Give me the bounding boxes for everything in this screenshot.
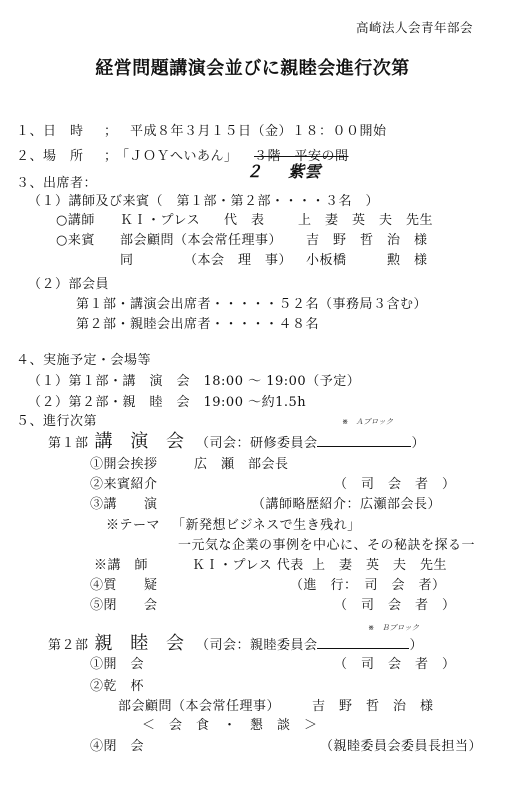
part1-mc-blank: [317, 434, 411, 447]
document-title: 経営問題講演会並びに親睦会進行次第: [95, 58, 410, 79]
part2-heading: [48, 633, 423, 654]
p2-item2-label: ②乾 杯: [90, 679, 145, 694]
guest-position: 部会顧問（本会常任理事）: [120, 233, 283, 248]
schedule-part2: （２）第２部・親 睦 会 19:00 ～約1.5h: [28, 395, 307, 410]
p1-item2-label: ②来賓紹介: [90, 477, 158, 492]
part1-title: 講 演 会: [94, 431, 190, 452]
attendees-label: ３、出席者：: [16, 176, 98, 191]
p1-item5-person: （ 司 会 者 ）: [334, 598, 456, 613]
venue-room-struck: ３階 平安の間: [254, 149, 349, 164]
part2-mc-close: ）: [409, 638, 423, 653]
members-header: （２）部会員: [28, 277, 110, 292]
p2-item1-person: （ 司 会 者 ）: [334, 657, 456, 672]
handwritten-note-b: ※ Ｂブロック: [368, 623, 420, 632]
theme-label: ※テーマ: [106, 518, 161, 533]
p1-item1-label: ①開会挨拶: [90, 457, 158, 472]
part2-prefix: 第２部: [48, 638, 89, 653]
date-value: 平成８年３月１５日（金）１８：００開始: [130, 124, 387, 139]
part1-mc-close: ）: [411, 436, 425, 451]
guest2-name: 小板橋 勲 様: [306, 253, 428, 268]
place-label: ２、場 所: [16, 149, 84, 164]
guest-name: 吉 野 哲 治 様: [306, 233, 428, 248]
toast-person-position: 部会顧問（本会常任理事）: [118, 699, 281, 714]
handwritten-note-a: ※ Ａブロック: [342, 417, 394, 426]
lecturer-name: 上 妻 英 夫 先生: [298, 213, 434, 228]
p2-item4-person: （親睦委員会委員長担当）: [320, 739, 483, 754]
part2-mc: （司会：親睦委員会: [195, 638, 318, 653]
date-label: １、日 時: [16, 124, 84, 139]
place-sep: ；: [104, 149, 118, 164]
lecturer-role: ○講師: [56, 213, 95, 228]
toast-person-name: 吉 野 哲 治 様: [312, 699, 434, 714]
lecturer-title: 代 表: [224, 213, 265, 228]
p1-item3-note: （講師略歴紹介：広瀬部会長）: [252, 497, 442, 512]
date-sep: ；: [104, 124, 118, 139]
theme-title: 「新発想ビジネスで生き残れ」: [172, 518, 361, 533]
organization-name: 高崎法人会青年部会: [355, 20, 473, 35]
part1-prefix: 第１部: [48, 436, 89, 451]
p1-item5-label: ⑤閉 会: [90, 598, 158, 613]
handwritten-floor: ２: [246, 162, 263, 181]
p1-item4-person: （進 行： 司 会 者）: [290, 578, 446, 593]
guest2-position: （本会 理 事）: [184, 253, 293, 268]
lecturer-label: ※講 師: [94, 558, 149, 573]
members-part1-count: 第１部・講演会出席者・・・・・５２名（事務局３含む）: [76, 297, 428, 312]
guest-role: ○来賓: [56, 233, 95, 248]
venue-name: 「ＪＯＹへいあん」: [116, 149, 238, 164]
p2-item1-label: ①開 会: [90, 657, 145, 672]
program-label: ５、進行次第: [16, 414, 98, 429]
p2-item4-label: ④閉 会: [90, 739, 145, 754]
p1-item1-person: 広 瀬 部会長: [194, 457, 289, 472]
dinner-banner: ＜ 会 食 ・ 懇 談 ＞: [142, 718, 318, 733]
guests-header: （１）講師及び来賓（ 第１部・第２部・・・・３名 ）: [28, 194, 380, 209]
p1-item2-person: （ 司 会 者 ）: [334, 477, 456, 492]
schedule-part1: （１）第１部・講 演 会 18:00 ～ 19:00（予定）: [28, 374, 361, 389]
part2-title: 親 睦 会: [94, 633, 190, 654]
guest2-ditto: 同: [120, 253, 134, 268]
lecturer-fullname: 上 妻 英 夫 先生: [312, 558, 448, 573]
part2-mc-blank: [317, 636, 409, 649]
p1-item4-label: ④質 疑: [90, 578, 158, 593]
theme-subtitle: 一元気な企業の事例を中心に、その秘訣を探る一: [178, 538, 476, 553]
lecturer-affiliation: ＫＩ・プレス 代表: [192, 558, 304, 573]
part1-mc: （司会：研修委員会: [195, 436, 318, 451]
part1-heading: [48, 431, 425, 452]
schedule-label: ４、実施予定・会場等: [16, 353, 152, 368]
members-part2-count: 第２部・親睦会出席者・・・・・４８名: [76, 317, 320, 332]
p1-item3-label: ③講 演: [90, 497, 158, 512]
lecturer-company: ＫＩ・プレス: [120, 213, 201, 228]
handwritten-room: 紫雲: [288, 162, 322, 181]
